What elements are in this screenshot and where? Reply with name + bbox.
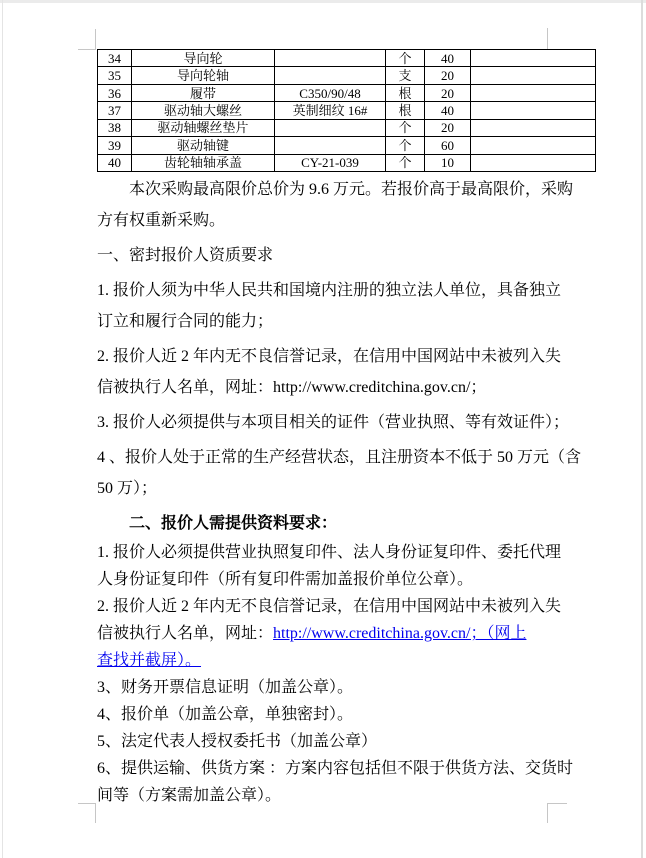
cell-no: 39 bbox=[98, 137, 132, 154]
para-price-limit bbox=[97, 174, 574, 236]
cell-note bbox=[471, 137, 596, 154]
creditchina-link[interactable]: http://www.creditchina.gov.cn/；（网上 bbox=[273, 625, 527, 642]
s1-item-1-legal-entity bbox=[97, 275, 562, 337]
text-line bbox=[97, 674, 549, 701]
text-line bbox=[97, 728, 549, 755]
cell-no: 38 bbox=[98, 119, 132, 136]
cell-spec: C350/90/48 bbox=[275, 84, 386, 101]
s1-item-2-credit-record bbox=[97, 341, 562, 403]
cell-name: 导向轮轴 bbox=[132, 67, 275, 84]
table-row bbox=[98, 102, 596, 119]
parts-table bbox=[97, 49, 596, 172]
cell-unit: 个 bbox=[386, 50, 425, 67]
text-segment: 4 、报价人处于正常的生产经营状态，且注册资本不低于 50 万元（含 bbox=[97, 449, 582, 466]
cell-qty: 20 bbox=[425, 84, 471, 101]
cell-no: 37 bbox=[98, 102, 132, 119]
text-line bbox=[97, 701, 549, 728]
text-line bbox=[97, 275, 562, 306]
text-line bbox=[97, 407, 570, 438]
text-segment: 二、报价人需提供资料要求： bbox=[129, 515, 338, 532]
cell-spec bbox=[275, 67, 386, 84]
table-row bbox=[98, 137, 596, 154]
text-segment: 2. 报价人近 2 年内无不良信誉记录，在信用中国网站中未被列入失 bbox=[97, 348, 562, 365]
table-row bbox=[98, 67, 596, 84]
cell-qty: 60 bbox=[425, 137, 471, 154]
text-segment: 1. 报价人须为中华人民共和国境内注册的独立法人单位，具备独立 bbox=[97, 282, 562, 299]
text-line bbox=[97, 341, 562, 372]
table-row bbox=[98, 154, 596, 171]
text-line bbox=[97, 508, 549, 539]
margin-crop-mark-top-left bbox=[78, 29, 96, 50]
cell-name: 履带 bbox=[132, 84, 275, 101]
cell-no: 35 bbox=[98, 67, 132, 84]
cell-no: 36 bbox=[98, 84, 132, 101]
text-segment: 3. 报价人必须提供与本项目相关的证件（营业执照、等有效证件）； bbox=[97, 414, 570, 431]
text-segment: 50 万）； bbox=[97, 480, 158, 497]
page-edge-right bbox=[641, 0, 643, 858]
text-line bbox=[97, 306, 549, 337]
cell-spec bbox=[275, 119, 386, 136]
s2-item-5-authorization bbox=[97, 728, 549, 755]
cell-unit: 个 bbox=[386, 119, 425, 136]
parts-table-wrap bbox=[97, 49, 596, 172]
cell-unit: 个 bbox=[386, 137, 425, 154]
document-body bbox=[97, 174, 582, 809]
text-segment: 人身份证复印件（所有复印件需加盖报价单位公章）。 bbox=[97, 571, 474, 588]
text-segment: 方有权重新采购。 bbox=[97, 212, 226, 229]
cell-name: 驱动轴螺丝垫片 bbox=[132, 119, 275, 136]
cell-note bbox=[471, 119, 596, 136]
text-line bbox=[97, 755, 574, 782]
text-segment: 3、财务开票信息证明（加盖公章）。 bbox=[97, 679, 354, 696]
text-line bbox=[97, 205, 549, 236]
text-segment: 信被执行人名单，网址： bbox=[97, 625, 274, 642]
text-line bbox=[97, 240, 549, 271]
text-segment: 2. 报价人近 2 年内无不良信誉记录，在信用中国网站中未被列入失 bbox=[97, 598, 562, 615]
cell-note bbox=[471, 154, 596, 171]
text-segment: 4、报价单（加盖公章，单独密封）。 bbox=[97, 706, 354, 723]
text-segment: 1. 报价人必须提供营业执照复印件、法人身份证复印件、委托代理 bbox=[97, 544, 562, 561]
cell-name: 驱动轴键 bbox=[132, 137, 275, 154]
text-line bbox=[97, 539, 562, 566]
heading-section-1-qualification bbox=[97, 240, 549, 271]
cell-name: 驱动轴大螺丝 bbox=[132, 102, 275, 119]
parts-table-body bbox=[98, 50, 596, 172]
cell-unit: 个 bbox=[386, 154, 425, 171]
heading-section-2-materials bbox=[97, 508, 549, 539]
text-line bbox=[97, 473, 549, 504]
text-line bbox=[97, 442, 582, 473]
text-segment: 5、法定代表人授权委托书（加盖公章） bbox=[97, 733, 378, 750]
table-row bbox=[98, 50, 596, 67]
text-line bbox=[97, 647, 549, 674]
s1-item-4-registered-capital bbox=[97, 442, 582, 504]
cell-note bbox=[471, 50, 596, 67]
text-line bbox=[97, 620, 549, 647]
text-line bbox=[97, 566, 549, 593]
cell-note bbox=[471, 84, 596, 101]
table-row bbox=[98, 119, 596, 136]
cell-no: 40 bbox=[98, 154, 132, 171]
cell-qty: 20 bbox=[425, 119, 471, 136]
text-segment: 一、密封报价人资质要求 bbox=[97, 247, 274, 264]
page-edge-top bbox=[0, 0, 646, 3]
s2-item-4-quotation-sheet bbox=[97, 701, 549, 728]
s2-item-3-invoice-info bbox=[97, 674, 549, 701]
cell-note bbox=[471, 102, 596, 119]
cell-spec bbox=[275, 137, 386, 154]
margin-crop-mark-bottom-left bbox=[78, 803, 96, 823]
cell-qty: 10 bbox=[425, 154, 471, 171]
text-segment: 6、提供运输、供货方案 ：方案内容包括但不限于供货方法、交货时 bbox=[97, 760, 574, 777]
cell-spec: 英制细纹 16# bbox=[275, 102, 386, 119]
text-line bbox=[97, 372, 549, 403]
text-line bbox=[97, 174, 574, 205]
text-segment: 间等（方案需加盖公章）。 bbox=[97, 787, 282, 804]
cell-no: 34 bbox=[98, 50, 132, 67]
cell-name: 齿轮轴轴承盖 bbox=[132, 154, 275, 171]
s2-item-2-credit-link bbox=[97, 593, 562, 674]
text-line bbox=[97, 593, 562, 620]
margin-crop-mark-top-right bbox=[547, 28, 567, 50]
cell-unit: 支 bbox=[386, 67, 425, 84]
cell-qty: 20 bbox=[425, 67, 471, 84]
cell-note bbox=[471, 67, 596, 84]
cell-qty: 40 bbox=[425, 50, 471, 67]
text-segment: 订立和履行合同的能力； bbox=[97, 313, 274, 330]
cell-unit: 根 bbox=[386, 102, 425, 119]
cell-spec: CY-21-039 bbox=[275, 154, 386, 171]
text-segment: 本次采购最高限价总价为 9.6 万元。若报价高于最高限价，采购 bbox=[129, 181, 574, 198]
cell-unit: 根 bbox=[386, 84, 425, 101]
s1-item-3-certificates bbox=[97, 407, 570, 438]
cell-name: 导向轮 bbox=[132, 50, 275, 67]
table-row bbox=[98, 84, 596, 101]
cell-spec bbox=[275, 50, 386, 67]
page-edge-left bbox=[2, 0, 3, 858]
cell-qty: 40 bbox=[425, 102, 471, 119]
margin-crop-mark-bottom-right bbox=[547, 803, 567, 823]
s2-item-1-copies bbox=[97, 539, 562, 593]
creditchina-link[interactable]: 查找并截屏）。 bbox=[97, 652, 202, 669]
text-segment: 信被执行人名单，网址：http://www.creditchina.gov.cn/； bbox=[97, 379, 487, 396]
text-line bbox=[97, 782, 549, 809]
s2-item-6-delivery-plan bbox=[97, 755, 574, 809]
